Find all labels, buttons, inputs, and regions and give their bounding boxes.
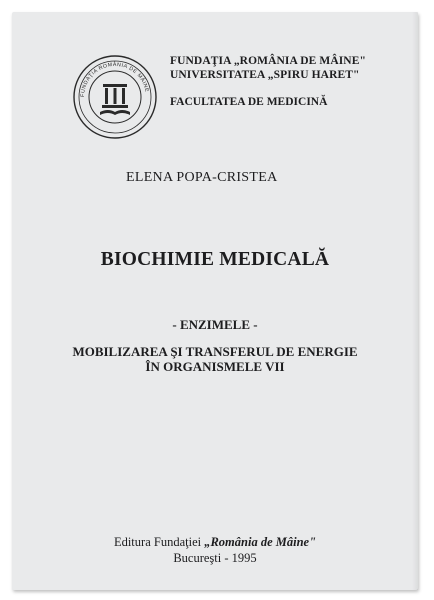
topic-line-1: MOBILIZAREA ŞI TRANSFERUL DE ENERGIE (72, 344, 358, 359)
seal-ring-text: FUNDAŢIA ROMÂNIA DE MÂINE (79, 61, 150, 98)
publisher-line (12, 534, 418, 550)
publisher-block (12, 534, 418, 566)
author-name: ELENA POPA-CRISTEA (126, 170, 278, 185)
university-name: UNIVERSITATEA „SPIRU HARET" (170, 69, 360, 81)
book-cover (12, 12, 418, 590)
book-title: BIOCHIMIE MEDICALĂ (100, 249, 330, 270)
foundation-name: FUNDAŢIA „ROMÂNIA DE MÂINE" (170, 55, 366, 67)
faculty-name: FACULTATEA DE MEDICINĂ (170, 96, 328, 108)
publisher-prefix: Editura Fundaţiei (113, 535, 205, 549)
institution-header (170, 54, 410, 82)
book-topic (12, 344, 418, 374)
topic-line-2: ÎN ORGANISMELE VII (145, 359, 285, 374)
book-subtitle: - ENZIMELE - (172, 317, 258, 332)
publisher-name: „România de Mâine" (204, 535, 317, 549)
university-seal-icon (72, 54, 158, 140)
publication-place-year: Bucureşti - 1995 (173, 551, 257, 565)
